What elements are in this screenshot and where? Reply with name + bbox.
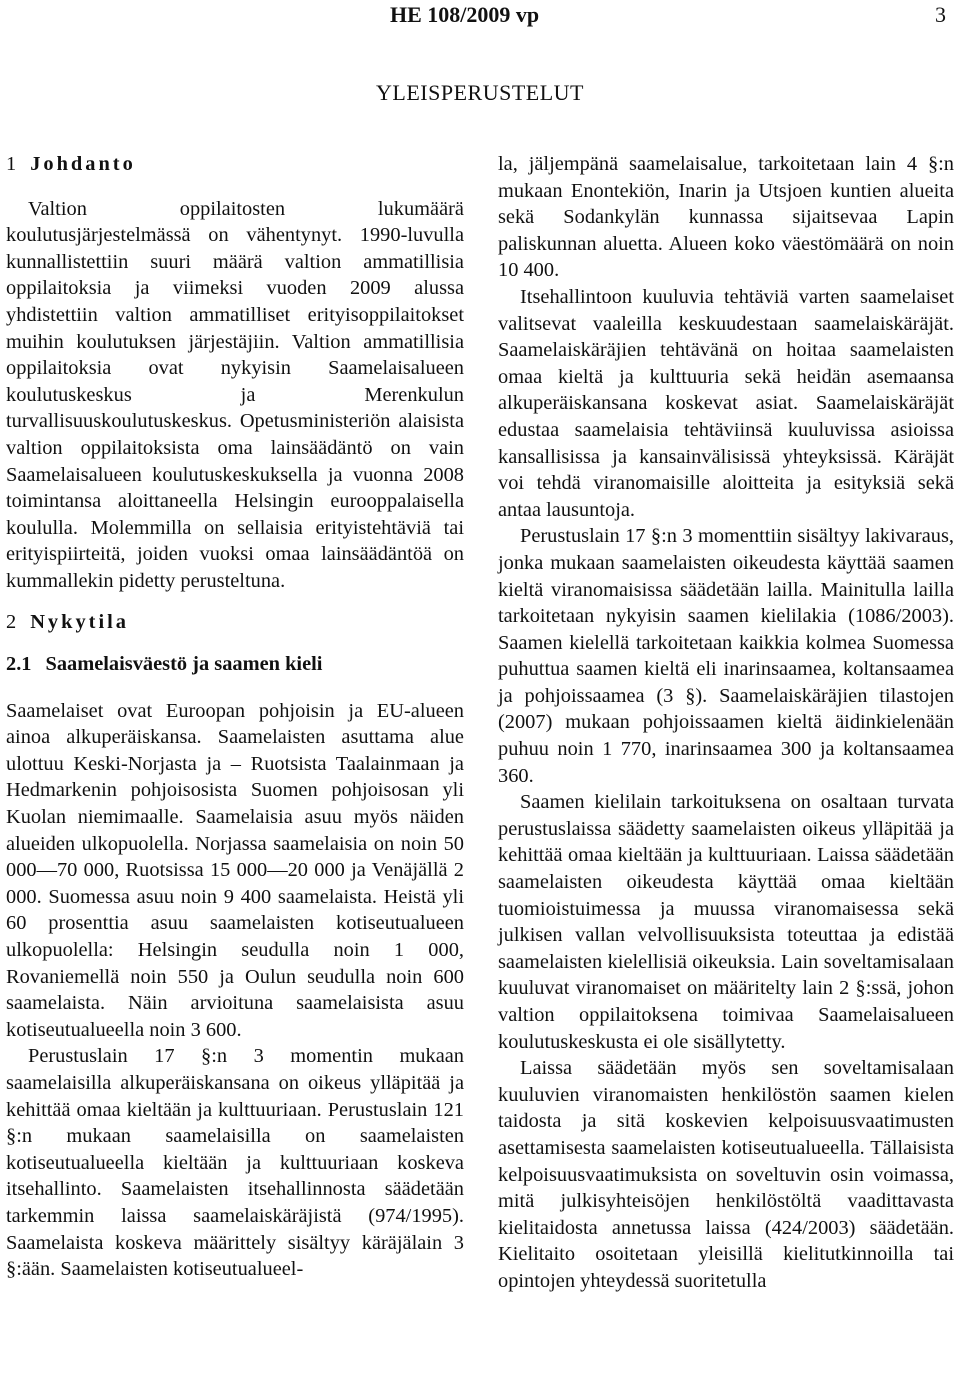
- paragraph-language-act: Perustuslain 17 §:n 3 momenttiin sisältyy lakivaraus, jonka mukaan saamelaisten oikeudesta käyttää saamen kieltä viranomaisissa säädetään lailla. Mainitulla lailla tarkoitetaan nykyisin saamen kielilakia (1086/2003). Saamen kielellä tarkoitetaan kaikkia kolmea Suomessa puhuttua saamen kieltä eli inarinsaamea, koltansaamea ja pohjoissaamea (3 §). Saamelaiskäräjien tilastojen (2007) mukaan pohjoissaamen kieltä äidinkielenään puhuu noin 1 770, inarinsaamea 300 ja koltansaamea 360.: [498, 525, 954, 787]
- paragraph-staff-language-skills: Laissa säädetään myös sen soveltamisalaan kuuluvien viranomaisten henkilöstön saamen kielen taidosta ja sitä koskevien kelpoisuusvaatimusten asettamisesta saamelaisten kotiseutualueella. Tällaisista kelpoisuusvaatimuksista on soveltuvin osin voimassa, mitä julkisyhteisöjen henkilöstöltä vaadittavasta kielitaidosta annetussa laissa (424/2003) säädetään. Kielitaito osoitetaan yleisillä kielitutkinnoilla tai opintojen yhteydessä suoritetulla: [498, 1057, 954, 1292]
- document-id: HE 108/2009 vp: [390, 2, 540, 27]
- paragraph-constitution: Perustuslain 17 §:n 3 momentin mukaan saamelaisilla alkuperäiskansana on oikeus ylläpitää ja kehittää omaa kieltään ja kulttuuriaan. Perustuslain 121 §:n mukaan saamelaisilla on saamelaisten kotiseutualueella kieltään ja kulttuuriaan koskeva itsehallinto. Saamelaisten itsehallinnosta säädetään tarkemmin laissa saamelaiskäräjistä (974/1995). Saamelaista koskeva määrittely sisältyy käräjälain 3 §:ään. Saamelaisten kotiseutualueel-: [6, 1045, 464, 1281]
- section-heading-johdanto: [6, 151, 464, 178]
- subsection-heading: [6, 651, 464, 678]
- paragraph-language-act-purpose: Saamen kielilain tarkoituksena on osaltaan turvata perustuslaissa säädetty saamelaisten oikeus ylläpitää ja kehittää omaa kieltään ja kulttuuriaan. Laissa säädetään saamelaisten oikeudesta käyttää omaa kieltään tuomioistuimessa ja muussa viranomaisessa sekä julkisen vallan velvollisuuksista toteuttaa ja edistää saamelaisten kielellisiä oikeuksia. Lain soveltamisalaan kuuluvat viranomaiset on määritelty lain 2 §:ssä, johon valtion oppilaitoksena toimivaa Saamelaisalueen koulutuskeskusta ei ole sisällytetty.: [498, 791, 954, 1053]
- paragraph-sami-area: la, jäljempänä saamelaisalue, tarkoitetaan lain 4 §:n mukaan Enontekiön, Inarin ja Utsjoen kuntien alueita sekä Sodankylän kunnassa sijaitsevaa Lapin paliskunnan aluetta. Alueen koko väestömäärä on noin 10 400.: [498, 153, 954, 282]
- subsection-number: 2.1: [6, 653, 32, 676]
- left-column: [6, 151, 464, 1283]
- section-number: 2: [6, 610, 17, 633]
- subsection-title: Saamelaisväestö ja saamen kieli: [45, 653, 323, 676]
- page-number: 3: [935, 2, 946, 27]
- right-column: [498, 151, 954, 1295]
- paragraph-sami-population: Saamelaiset ovat Euroopan pohjoisin ja EU-alueen ainoa alkuperäiskansa. Saamelaisten asuttama alue ulottuu Keski-Norjasta ja – Ruotsista Taalainmaan ja Hedmarkenin pohjoisosista Suomen pohjoisosan yli Kuolan niemimaalle. Saamelaisia asuu myös näiden alueiden ulkopuolella. Norjassa saamelaisia on noin 50 000—70 000, Ruotsissa 15 000—20 000 ja Venäjällä 2 000. Suomessa asuu noin 9 400 saamelaista. Heistä yli 60 prosenttia asuu saamelaisten kotiseutualueen ulkopuolella: Helsingin seudulla noin 1 000, Rovaniemellä noin 550 ja Oulun seudulla noin 600 saamelaista. Näin arvioituna saamelaisista asuu kotiseutualueella noin 3 600.: [6, 699, 464, 1041]
- section-number: 1: [6, 153, 17, 175]
- section-heading-nykytila: [6, 609, 464, 636]
- page-title: YLEISPERUSTELUT: [376, 80, 584, 105]
- paragraph-introduction: Valtion oppilaitosten lukumäärä koulutusjärjestelmässä on vähentynyt. 1990-luvulla kunnallistettiin suuri määrä valtion ammatillisia oppilaitoksia ja viimeksi vuoden 2009 alussa yhdistettiin valtion ammatilliset erityisoppilaitokset muihin koulutuksen järjestäjiin. Valtion ammatillisia oppilaitoksia ovat nykyisin Saamelaisalueen koulutuskeskus ja Merenkulun turvallisuuskoulutuskeskus. Opetusministeriön alaisista valtion oppilaitoksista oma lainsäädäntö on vain Saamelaisalueen koulutuskeskuksella ja vuonna 2008 toimintansa aloittaneella Helsingin eurooppalaisella koululla. Molemmilla on sellaisia erityistehtäviä tai erityispiirteitä, joiden vuoksi omaa lainsäädäntöä on kummallekin pidetty perusteltuna.: [6, 197, 464, 592]
- section-title: Nykytila: [30, 610, 129, 633]
- paragraph-sami-parliament: Itsehallintoon kuuluvia tehtäviä varten saamelaiset valitsevat vaaleilla keskuudestaan saamelaiskäräjät. Saamelaiskäräjien tehtävänä on hoitaa saamelaisten omaa kieltä ja kulttuuria sekä heidän asemaansa alkuperäiskansana koskevat asiat. Saamelaiskäräjät edustaa saamelaisia tehtäviinsä kuuluvissa asioissa kansallisissa ja kansainvälisissä yhteyksissä. Käräjät voi tehdä viranomaisille aloitteita ja esityksiä sekä antaa lausuntoja.: [498, 285, 954, 521]
- section-title: Johdanto: [30, 153, 136, 175]
